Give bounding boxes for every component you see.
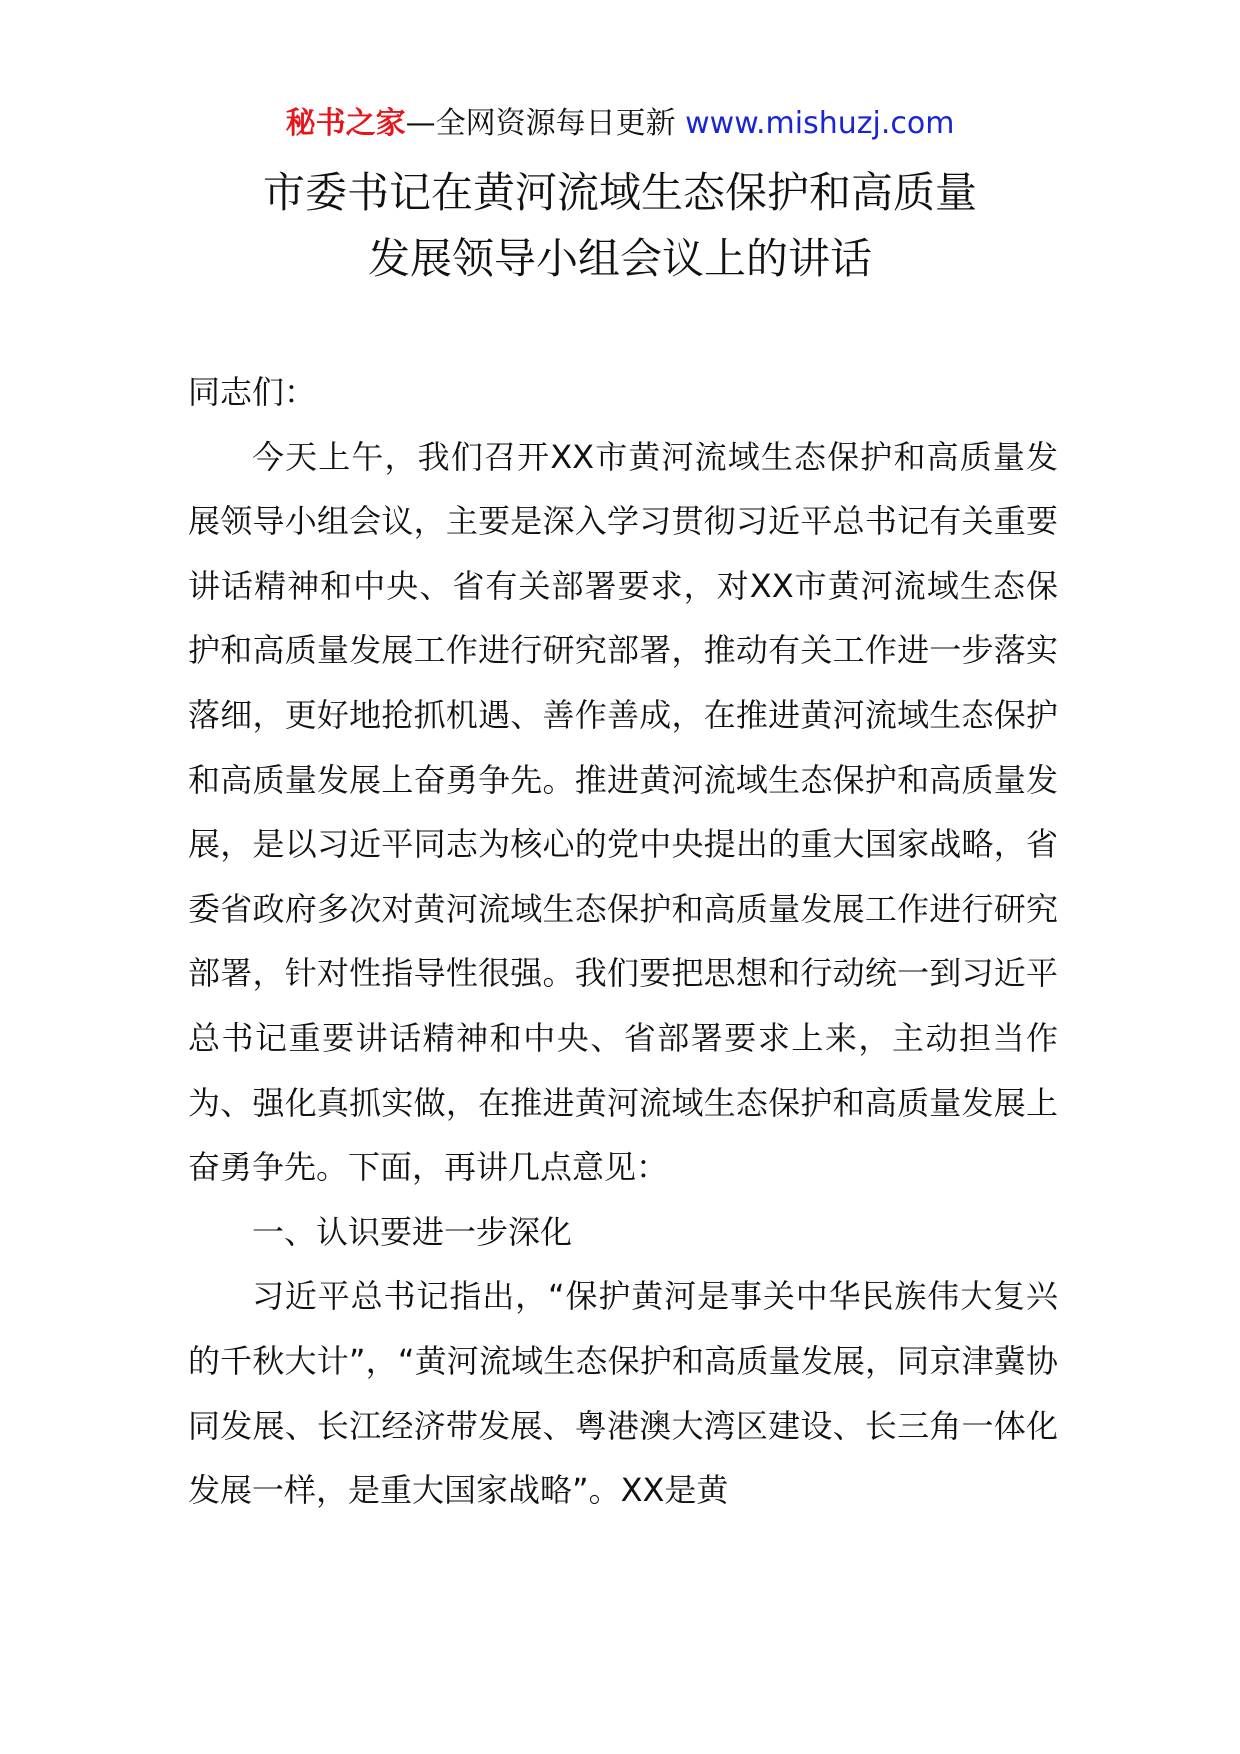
salutation: 同志们： <box>188 373 317 411</box>
section-heading-1: 一、认识要进一步深化 <box>252 1212 573 1251</box>
document-title <box>0 160 1240 292</box>
paragraph-1: 今天上午，我们召开XX市黄河流域生态保护和高质量发展领导小组会议，主要是深入学习贯彻习近平总书记有关重要讲话精神和中央、省有关部署要求，对XX市黄河流域生态保护和高质量发展工作进行研究部署，推动有关工作进一步落实落细，更好地抢抓机遇、善作善成，在推进黄河流域生态保护和高质量发展上奋勇争先。推进黄河流域生态保护和高质量发展，是以习近平同志为核心的党中央提出的重大国家战略，省委省政府多次对黄河流域生态保护和高质量发展工作进行研究部署，针对性指导性很强。我们要把思想和行动统一到习近平总书记重要讲话精神和中央、省部署要求上来，主动担当作为、强化真抓实做，在推进黄河流域生态保护和高质量发展上奋勇争先。下面，再讲几点意见： <box>188 437 1058 1187</box>
site-header <box>0 104 1240 144</box>
title-line-2: 发展领导小组会议上的讲话 <box>367 234 872 283</box>
title-line-1: 市委书记在黄河流域生态保护和高质量 <box>262 168 977 217</box>
paragraph-2: 习近平总书记指出，“保护黄河是事关中华民族伟大复兴的千秋大计”，“黄河流域生态保护和高质量发展，同京津冀协同发展、长江经济带发展、粤港澳大湾区建设、长三角一体化发展一样，是重大国家战略”。XX是黄 <box>188 1277 1058 1510</box>
document-body <box>188 360 1058 1523</box>
site-url: www.mishuzj.com <box>685 106 955 141</box>
site-slogan: —全网资源每日更新 <box>405 106 676 141</box>
brand-name: 秘书之家 <box>285 106 406 141</box>
